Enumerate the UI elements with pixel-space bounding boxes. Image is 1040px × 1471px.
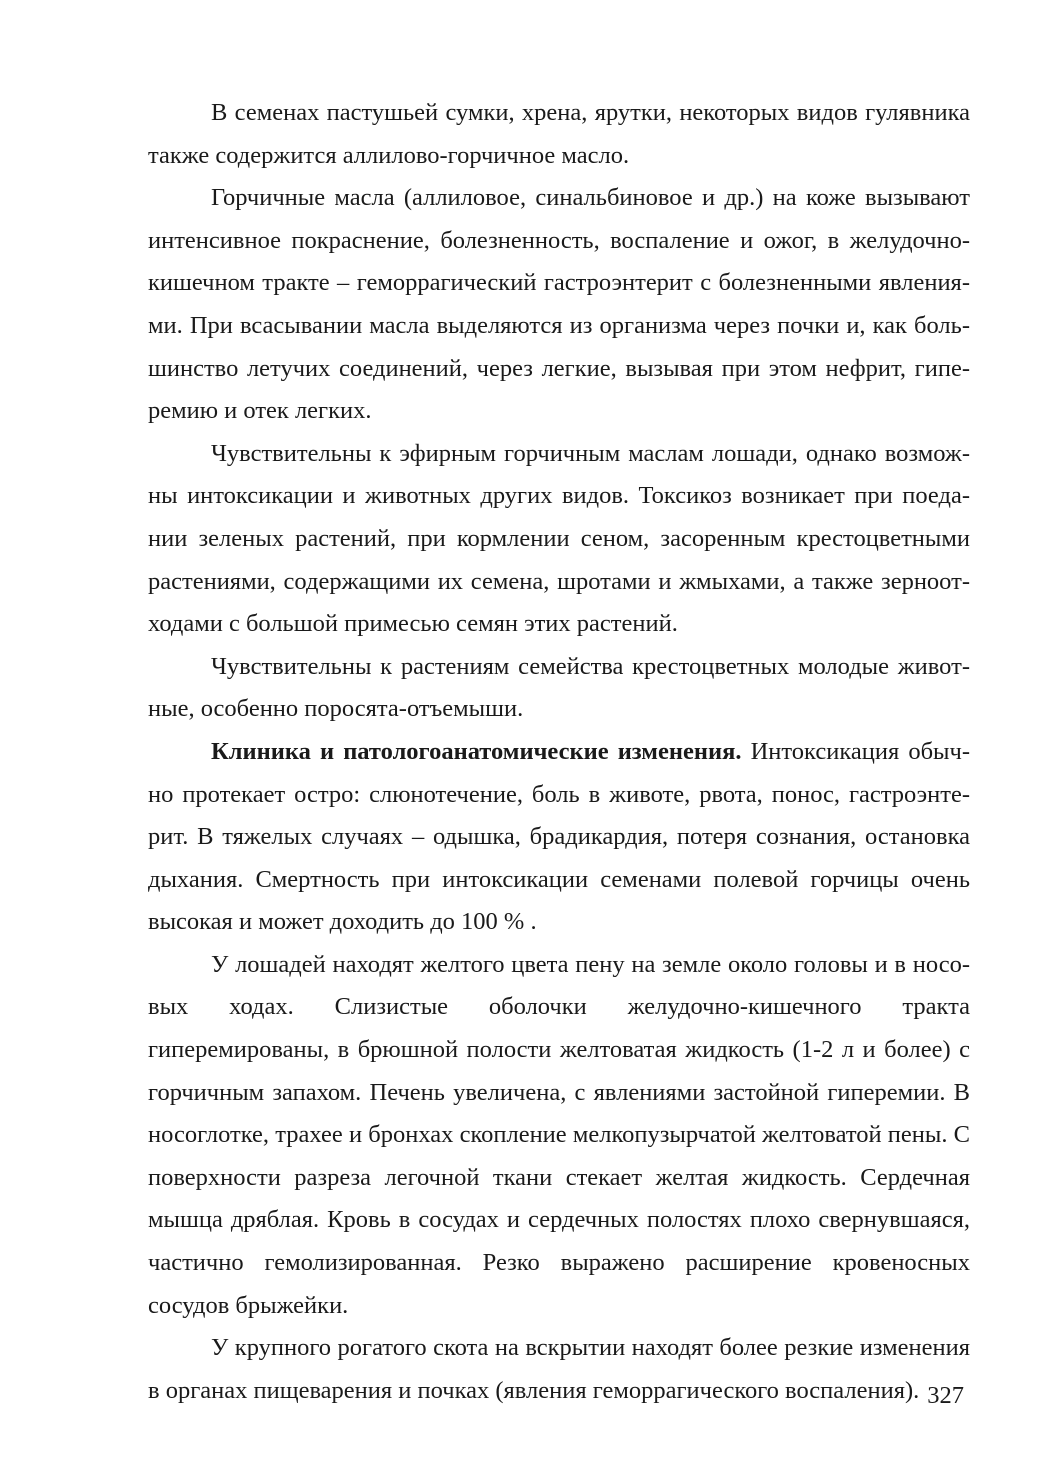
paragraph-text: У лошадей находят желтого цвета пену на земле около головы и в носовых ходах. Слизистые оболочки желудочно-кишечного тракта гиперемированы, в брюшной полости желтоватая жидкость (1-2 л и более) с горчичным запахом. Печень увеличена, с явлениями застойной гиперемии. В носоглотке, трахее и бронхах скопление мелкопузырчатой желтоватой пены. С поверхности разреза легочной ткани стекает желтая жидкость. Сердечная мышца дряблая. Кровь в сосудах и сердечных полостях плохо свернувшаяся, частично гемолизированная. Резко выражено расширение кровеносных сосудов брыжейки. (148, 950, 970, 1319)
page-number: 327 (927, 1382, 964, 1409)
paragraph-horses-findings (148, 944, 970, 1327)
body-text (148, 92, 970, 1412)
paragraph-seeds-mustard-oil (148, 92, 970, 177)
paragraph-cattle-findings (148, 1327, 970, 1412)
paragraph-text: Чувствительны к растениям семейства крестоцветных молодые животные, особенно поросята-отъемыши. (148, 652, 970, 723)
paragraph-text: Чувствительны к эфирным горчичным маслам лошади, однако возможны интоксикации и животных других видов. Токсикоз возникает при поедании зеленых растений, при кормлении сеном, засоренным крестоцветными растениями, содержащими их семена, шротами и жмыхами, а также зерноотходами с большой примесью семян этих растений. (148, 439, 970, 638)
paragraph-text: У крупного рогатого скота на вскрытии находят более резкие изменения в органах пищеварения и почках (явления геморрагического воспаления). (148, 1334, 970, 1404)
paragraph-sensitivity-horses (148, 433, 970, 646)
paragraph-mustard-oil-effects (148, 177, 970, 433)
paragraph-text: В семенах пастушьей сумки, хрена, ярутки, некоторых видов гулявника также содержится аллилово-горчичное масло. (148, 99, 970, 169)
paragraph-clinic (148, 731, 970, 944)
paragraph-sensitivity-young-animals (148, 646, 970, 731)
paragraph-text: Горчичные масла (аллиловое, синальбиновое и др.) на коже вызывают интенсивное покраснение, болезненность, воспаление и ожог, в желудочно-кишечном тракте – геморрагический гастроэнтерит с болезненными явлениями. При всасывании масла выделяются из организма через почки и, как большинство летучих соединений, через легкие, вызывая при этом нефрит, гиперемию и отек легких. (148, 184, 970, 425)
paragraph-text: Интоксикация обычно протекает остро: слюнотечение, боль в животе, рвота, понос, гастроэнтерит. В тяжелых случаях – одышка, брадикардия, потеря сознания, остановка дыхания. Смертность при интоксикации семенами полевой горчицы очень высокая и может доходить до 100 % . (148, 737, 970, 936)
section-heading-clinic: Клиника и патологоанатомические изменения. (211, 737, 742, 765)
